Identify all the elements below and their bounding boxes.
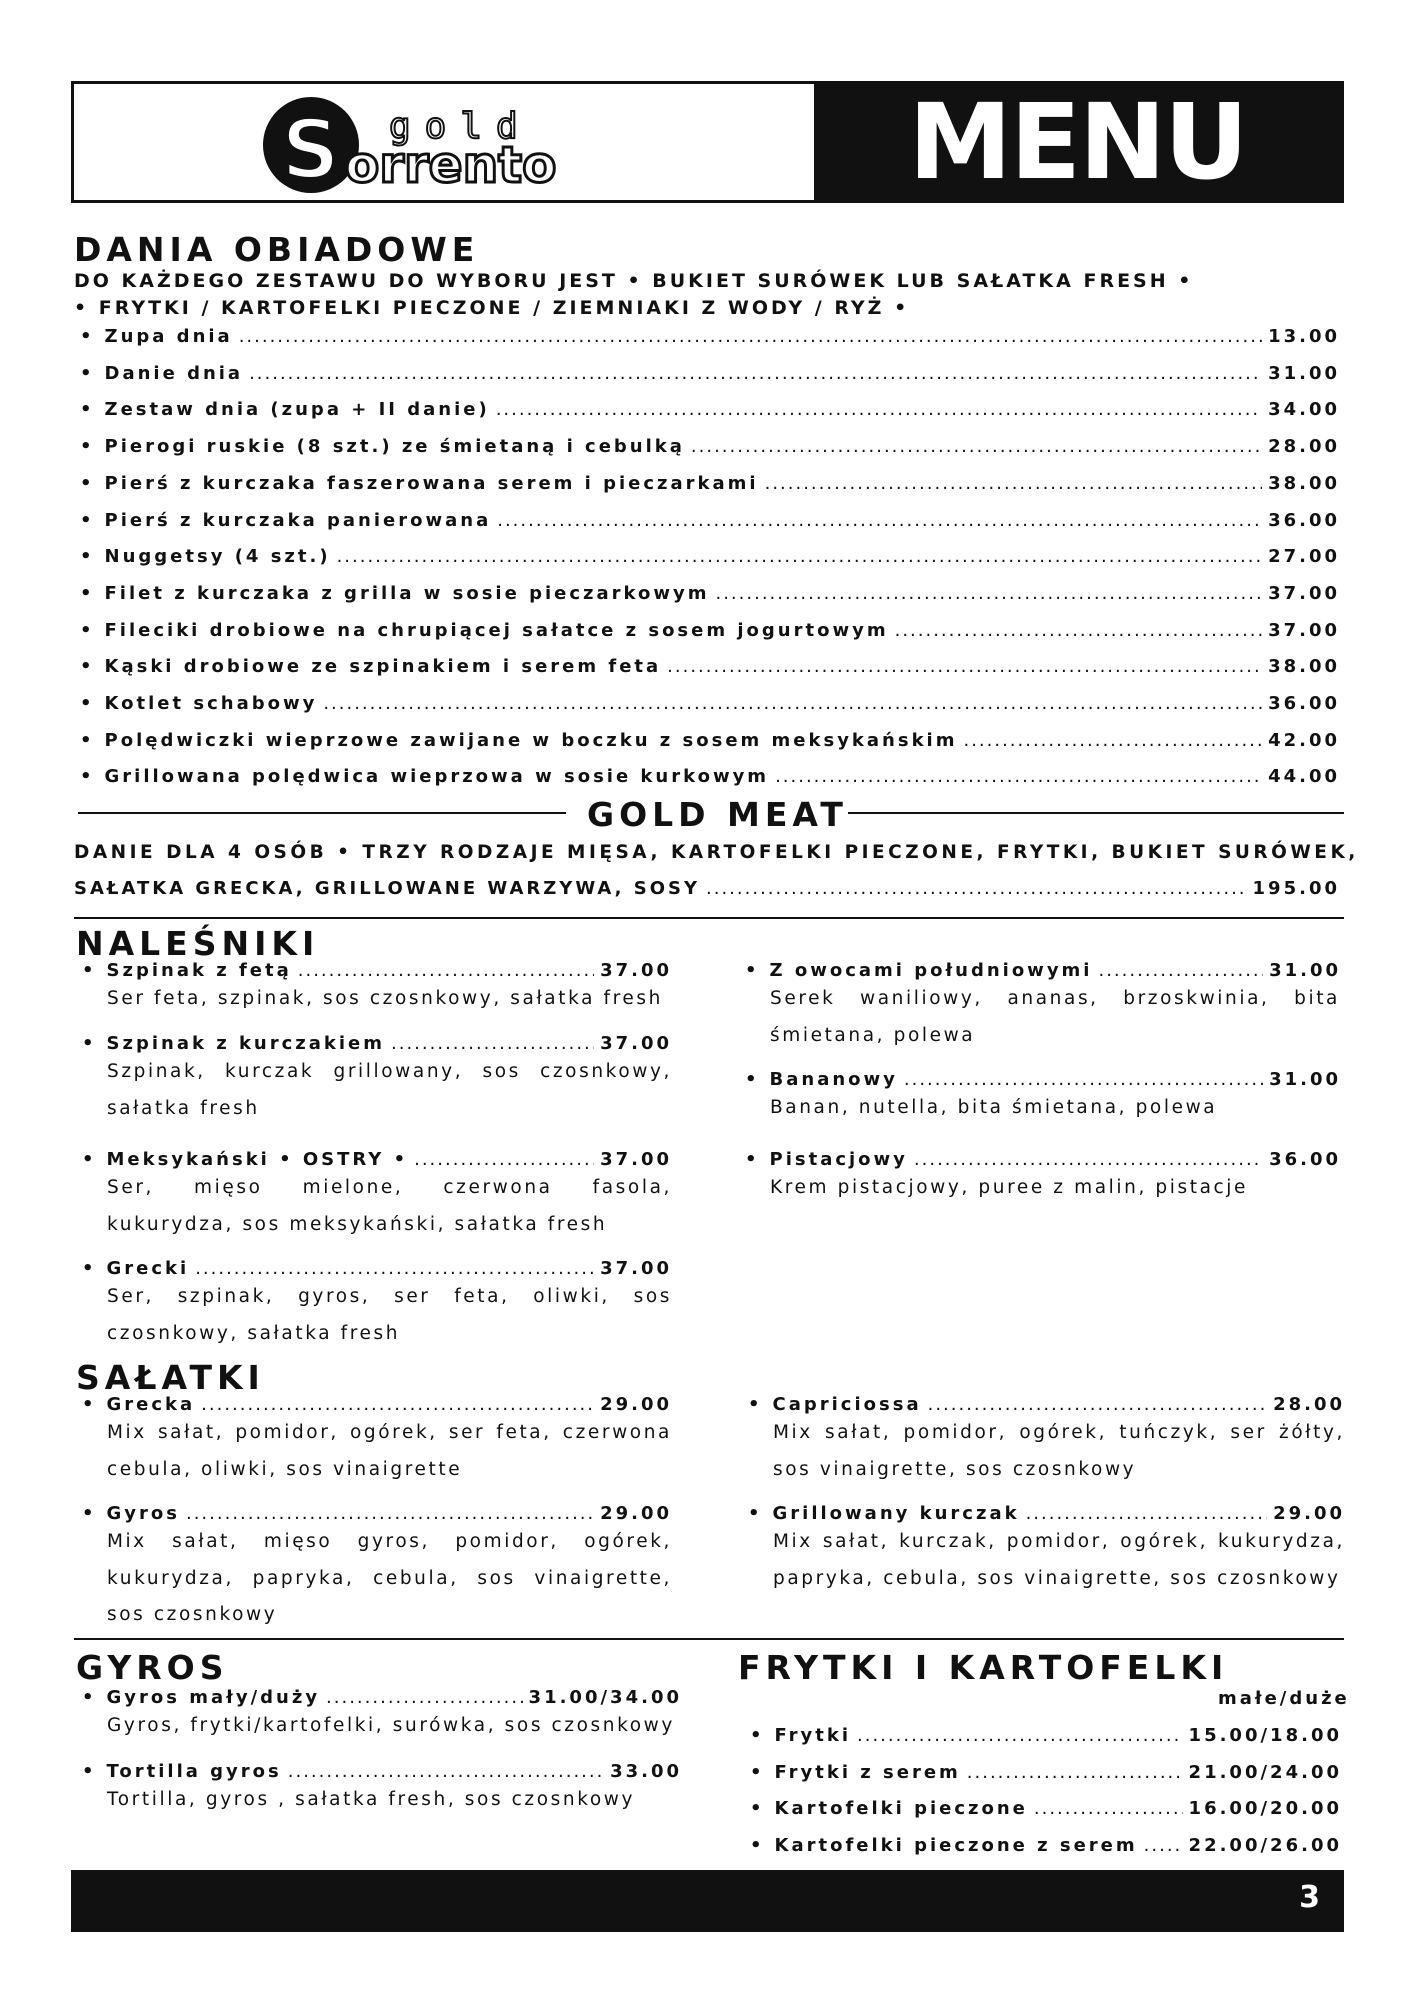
menu-item-name: Szpinak z kurczakiem [106, 1033, 386, 1054]
menu-item-price: 37.00 [1268, 619, 1340, 641]
menu-item-price: 31.00 [1268, 362, 1340, 384]
menu-item-price: 28.00 [1268, 436, 1340, 458]
logo-gold-text: gold [389, 106, 532, 147]
leader-dots [1034, 1798, 1183, 1819]
menu-item-price: 31.00 [1269, 1069, 1341, 1090]
bullet-icon: • [82, 960, 97, 981]
menu-item-price: 27.00 [1268, 546, 1340, 568]
leader-dots [1144, 1835, 1183, 1856]
bullet-icon: • [745, 1069, 760, 1090]
menu-item-name: Zupa dnia [104, 326, 233, 347]
menu-item [80, 436, 1340, 457]
menu-item-price: 38.00 [1268, 656, 1340, 678]
bullet-icon: • [80, 729, 95, 751]
menu-item [80, 730, 1340, 751]
leader-dots [249, 363, 1262, 384]
gold-meat-rule-left [78, 812, 566, 814]
menu-item-price: 13.00 [1268, 326, 1340, 347]
menu-item-name: Danie dnia [104, 362, 244, 384]
menu-item [748, 1503, 1345, 1524]
menu-item-name: Bananowy [769, 1069, 898, 1090]
menu-item-description: Mix sałat, mięso gyros, pomidor, ogórek, kukurydza, papryka, cebula, sos vinaigrette, sos czosnkowy [107, 1531, 672, 1625]
menu-item [80, 363, 1340, 384]
bullet-icon: • [82, 1503, 97, 1524]
menu-item-name: Meksykański • OSTRY • [106, 1149, 409, 1170]
menu-header [71, 81, 1344, 203]
menu-item-price: 36.00 [1269, 1149, 1341, 1170]
leader-dots [857, 1725, 1183, 1746]
gyros-title: GYROS [76, 1648, 229, 1687]
menu-item-name: Grillowany kurczak [772, 1503, 1020, 1524]
leader-dots [706, 878, 1247, 899]
menu-item [745, 1149, 1341, 1170]
menu-item [80, 473, 1340, 494]
menu-item [750, 1798, 1342, 1819]
menu-item-price: 36.00 [1268, 693, 1340, 714]
nalesniki-title: NALEŚNIKI [76, 924, 320, 963]
menu-item-name: Kotlet schabowy [104, 693, 318, 714]
menu-item-description: Mix sałat, pomidor, ogórek, tuńczyk, ser żółty, sos vinaigrette, sos czosnkowy [773, 1422, 1345, 1480]
menu-item-price: 34.00 [1268, 399, 1340, 421]
leader-dots [298, 960, 594, 981]
bullet-icon: • [80, 399, 95, 421]
menu-item [82, 1687, 682, 1708]
bullet-icon: • [80, 436, 95, 458]
leader-dots [195, 1258, 594, 1279]
menu-item [82, 1394, 672, 1415]
leader-dots [1026, 1503, 1268, 1524]
bullet-icon: • [80, 766, 95, 788]
menu-item-name: Frytki [774, 1725, 852, 1746]
menu-item-name: Nuggetsy (4 szt.) [104, 546, 331, 568]
section-divider [74, 917, 1344, 919]
bullet-icon: • [80, 362, 95, 384]
bullet-icon: • [745, 1149, 760, 1170]
menu-item [82, 960, 672, 981]
bullet-icon: • [80, 656, 95, 678]
menu-item-description: Serek waniliowy, ananas, brzoskwinia, bita śmietana, polewa [770, 988, 1340, 1046]
leader-dots [928, 1394, 1267, 1415]
footer-bar [71, 1870, 1344, 1932]
menu-item-name: Gyros mały/duży [106, 1687, 321, 1708]
leader-dots [201, 1394, 594, 1415]
gold-meat-line-2-row [74, 878, 1340, 899]
menu-item [80, 766, 1340, 787]
menu-item [745, 1069, 1341, 1090]
bullet-icon: • [745, 960, 760, 981]
bullet-icon: • [80, 619, 95, 641]
bullet-icon: • [750, 1834, 765, 1856]
leader-dots [691, 436, 1262, 457]
section-divider [74, 1638, 1344, 1640]
leader-dots [337, 546, 1262, 567]
bullet-icon: • [82, 1687, 97, 1708]
page-number: 3 [1299, 1880, 1320, 1915]
menu-item-price: 37.00 [1268, 582, 1340, 604]
leader-dots [963, 730, 1262, 751]
leader-dots [323, 693, 1262, 714]
bullet-icon: • [748, 1394, 763, 1415]
sorrento-logo [259, 90, 629, 200]
menu-item [750, 1835, 1342, 1856]
menu-item [748, 1394, 1345, 1415]
menu-item [80, 620, 1340, 641]
leader-dots [914, 1149, 1263, 1170]
leader-dots [497, 510, 1262, 531]
bullet-icon: • [750, 1725, 765, 1746]
menu-item-price: 44.00 [1268, 766, 1340, 788]
menu-item-price: 33.00 [610, 1761, 682, 1782]
salatki-title: SAŁATKI [76, 1358, 265, 1397]
gold-meat-title: GOLD MEAT [587, 795, 848, 834]
leader-dots [326, 1687, 523, 1708]
menu-item [82, 1033, 672, 1054]
menu-item-name: Kąski drobiowe ze szpinakiem i serem feta [104, 656, 662, 678]
menu-title: MENU [814, 84, 1341, 200]
menu-item-description: Banan, nutella, bita śmietana, polewa [770, 1097, 1218, 1118]
menu-item [80, 693, 1340, 714]
menu-item-price: 37.00 [600, 1033, 672, 1054]
menu-item [80, 510, 1340, 531]
bullet-icon: • [80, 582, 95, 604]
menu-item-description: Ser, mięso mielone, czerwona fasola, kukurydza, sos meksykański, sałatka fresh [107, 1177, 672, 1235]
menu-item-price: 15.00/18.00 [1188, 1725, 1342, 1746]
menu-item-price: 29.00 [600, 1394, 672, 1415]
menu-item [80, 326, 1340, 347]
dania-title: DANIA OBIADOWE [74, 230, 480, 269]
leader-dots [904, 1069, 1263, 1090]
menu-item-description: Ser, szpinak, gyros, ser feta, oliwki, sos czosnkowy, sałatka fresh [107, 1286, 672, 1344]
menu-item-price: 37.00 [600, 960, 672, 981]
bullet-icon: • [82, 1761, 97, 1782]
menu-item-name: Grillowana polędwica wieprzowa w sosie kurkowym [104, 766, 770, 788]
gold-meat-price: 195.00 [1252, 878, 1340, 899]
bullet-icon: • [80, 326, 95, 347]
leader-dots [775, 766, 1262, 787]
menu-item-name: Capriciossa [772, 1394, 922, 1415]
menu-item [82, 1258, 672, 1279]
dania-subtitle-2: • FRYTKI / KARTOFELKI PIECZONE / ZIEMNIAKI Z WODY / RYŻ • [74, 297, 910, 319]
logo-box [74, 84, 814, 200]
dania-subtitle-1: DO KAŻDEGO ZESTAWU DO WYBORU JEST • BUKIET SURÓWEK LUB SAŁATKA FRESH • [74, 270, 1194, 292]
menu-item-price: 22.00/26.00 [1188, 1834, 1342, 1856]
menu-item-description: Szpinak, kurczak grillowany, sos czosnkowy, sałatka fresh [107, 1061, 672, 1119]
logo-sorrento-text: orrento [345, 136, 557, 194]
frytki-size-label: małe/duże [1218, 1688, 1350, 1709]
menu-item-price: 31.00/34.00 [528, 1687, 682, 1708]
menu-item-price: 21.00/24.00 [1188, 1761, 1342, 1783]
menu-item-price: 31.00 [1269, 960, 1341, 981]
bullet-icon: • [82, 1033, 97, 1054]
leader-dots [414, 1149, 594, 1170]
menu-item-name: Tortilla gyros [106, 1761, 282, 1782]
menu-item-name: Frytki z serem [774, 1761, 961, 1783]
menu-item-name: Pierogi ruskie (8 szt.) ze śmietaną i cebulką [104, 436, 685, 458]
menu-item [82, 1761, 682, 1782]
menu-item [80, 546, 1340, 567]
leader-dots [496, 399, 1262, 420]
menu-item-price: 38.00 [1268, 472, 1340, 494]
menu-item-name: Z owocami południowymi [769, 960, 1093, 981]
menu-item-name: Grecki [106, 1258, 190, 1279]
logo-s-letter: S [281, 103, 341, 198]
leader-dots [715, 583, 1262, 604]
menu-item-price: 29.00 [1273, 1503, 1345, 1524]
leader-dots [288, 1761, 604, 1782]
leader-dots [967, 1762, 1183, 1783]
leader-dots [1098, 960, 1263, 981]
bullet-icon: • [80, 509, 95, 531]
menu-item [745, 960, 1341, 981]
menu-item-description: Gyros, frytki/kartofelki, surówka, sos czosnkowy [107, 1715, 675, 1736]
menu-item [80, 583, 1340, 604]
menu-item [80, 656, 1340, 677]
menu-item-price: 42.00 [1268, 729, 1340, 751]
bullet-icon: • [80, 472, 95, 494]
menu-item-name: Pistacjowy [769, 1149, 908, 1170]
leader-dots [391, 1033, 594, 1054]
leader-dots [239, 326, 1262, 347]
menu-item-description: Tortilla, gyros , sałatka fresh, sos czosnkowy [107, 1789, 636, 1810]
menu-item-description: Mix sałat, kurczak, pomidor, ogórek, kukurydza, papryka, cebula, sos vinaigrette, sos czosnkowy [773, 1531, 1345, 1589]
menu-item [82, 1149, 672, 1170]
menu-item-price: 16.00/20.00 [1188, 1798, 1342, 1819]
gold-meat-line-2: SAŁATKA GRECKA, GRILLOWANE WARZYWA, SOSY [74, 878, 701, 899]
leader-dots [765, 473, 1262, 494]
gold-meat-rule-right [848, 812, 1344, 814]
bullet-icon: • [750, 1798, 765, 1819]
bullet-icon: • [82, 1258, 97, 1279]
menu-item-price: 28.00 [1273, 1394, 1345, 1415]
bullet-icon: • [80, 546, 95, 568]
menu-item-price: 37.00 [600, 1258, 672, 1279]
menu-item-name: Pierś z kurczaka panierowana [104, 509, 492, 531]
menu-item-name: Kartofelki pieczone z serem [774, 1834, 1138, 1856]
menu-item [750, 1762, 1342, 1783]
leader-dots [186, 1503, 594, 1524]
menu-item-description: Mix sałat, pomidor, ogórek, ser feta, czerwona cebula, oliwki, sos vinaigrette [107, 1422, 672, 1480]
menu-item-name: Polędwiczki wieprzowe zawijane w boczku z sosem meksykańskim [104, 729, 958, 751]
leader-dots [667, 656, 1262, 677]
menu-item-name: Zestaw dnia (zupa + II danie) [104, 399, 490, 421]
menu-item-price: 37.00 [600, 1149, 672, 1170]
bullet-icon: • [80, 693, 95, 714]
menu-item-name: Gyros [106, 1503, 180, 1524]
leader-dots [895, 620, 1262, 641]
menu-item [80, 399, 1340, 420]
menu-item [82, 1503, 672, 1524]
menu-item-name: Szpinak z fetą [106, 960, 292, 981]
bullet-icon: • [82, 1149, 97, 1170]
menu-item-price: 36.00 [1268, 509, 1340, 531]
menu-item-name: Filet z kurczaka z grilla w sosie pieczarkowym [104, 582, 710, 604]
menu-item-name: Kartofelki pieczone [774, 1798, 1028, 1819]
menu-item-description: Krem pistacjowy, puree z malin, pistacje [770, 1177, 1249, 1198]
bullet-icon: • [748, 1503, 763, 1524]
menu-item-description: Ser feta, szpinak, sos czosnkowy, sałatka fresh [107, 988, 663, 1009]
bullet-icon: • [82, 1394, 97, 1415]
menu-item [750, 1725, 1342, 1746]
menu-item-price: 29.00 [600, 1503, 672, 1524]
bullet-icon: • [750, 1761, 765, 1783]
menu-item-name: Pierś z kurczaka faszerowana serem i pieczarkami [104, 472, 759, 494]
frytki-title: FRYTKI I KARTOFELKI [738, 1648, 1229, 1687]
gold-meat-line-1: DANIE DLA 4 OSÓB • TRZY RODZAJE MIĘSA, KARTOFELKI PIECZONE, FRYTKI, BUKIET SURÓWEK, [74, 842, 1359, 863]
menu-item-name: Fileciki drobiowe na chrupiącej sałatce z sosem jogurtowym [104, 619, 889, 641]
menu-item-name: Grecka [106, 1394, 196, 1415]
